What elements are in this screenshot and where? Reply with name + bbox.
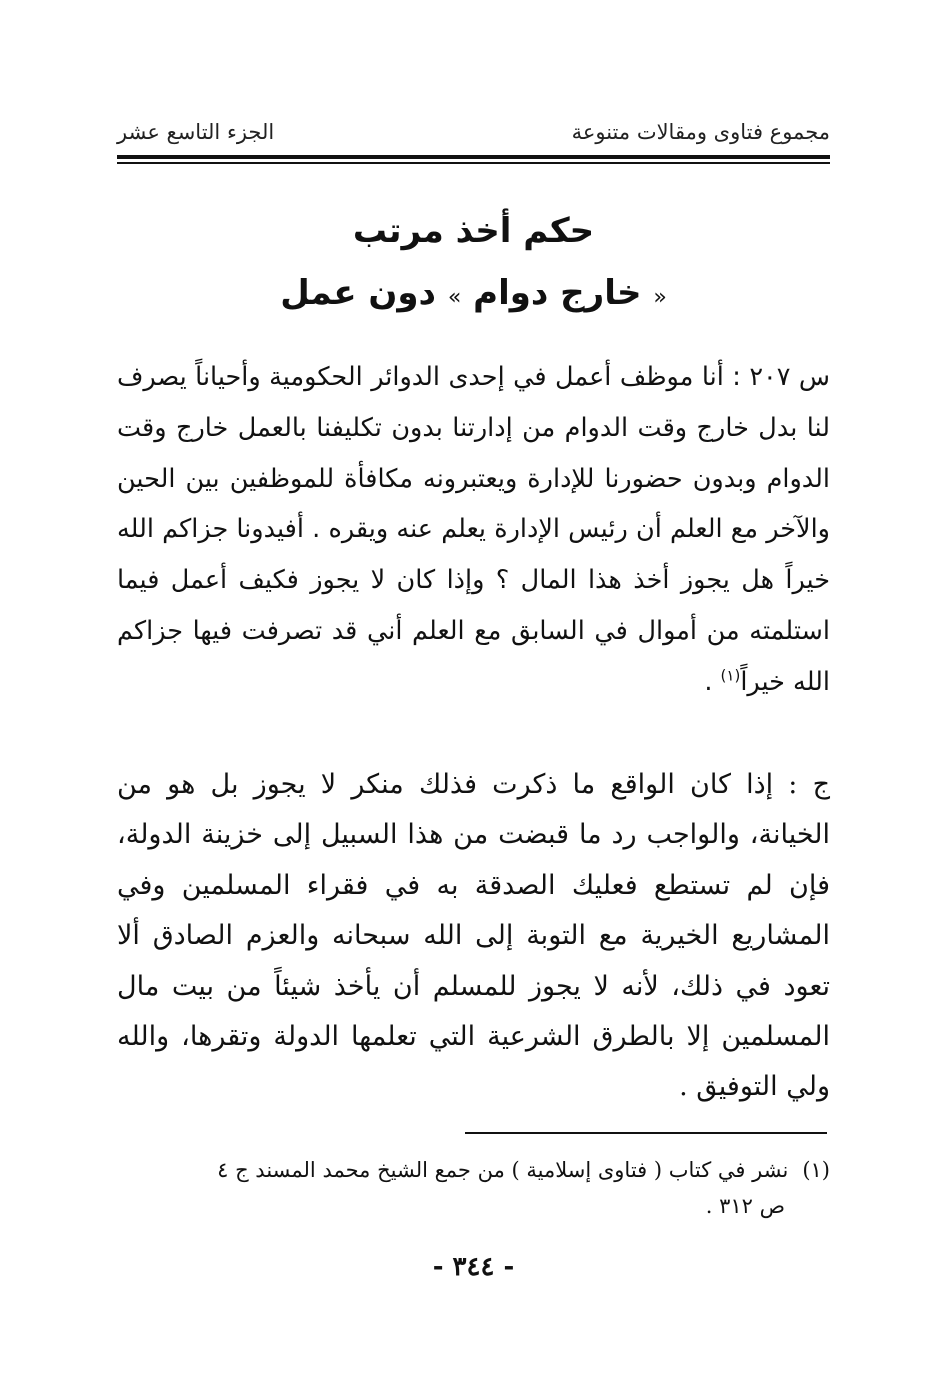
running-header	[117, 112, 830, 152]
header-book-title: مجموع فتاوى ومقالات متنوعة	[571, 120, 830, 144]
fatwa-title	[117, 200, 830, 329]
header-rule-thin	[117, 162, 830, 164]
title-close-quote: »	[447, 285, 462, 310]
page-number: - ٣٤٤ -	[432, 1252, 515, 1282]
footnote	[117, 1152, 830, 1224]
question-paragraph	[117, 352, 830, 708]
answer-text: ج : إذا كان الواقع ما ذكرت فذلك منكر لا يجوز بل هو من الخيانة، والواجب رد ما قبضت من هذا السبيل إلى خزينة الدولة، فإن لم تستطع فعليك الصدقة به في فقراء المسلمين وفي المشاريع الخيرية مع التوبة إلى الله سبحانه والعزم الصادق ألا تعود في ذلك، لأنه لا يجوز للمسلم أن يأخذ شيئاً من بيت مال المسلمين إلا بالطرق الشرعية التي تعلمها الدولة وتقرها، والله ولي التوفيق .	[117, 769, 830, 1103]
title-open-quote: «	[653, 285, 667, 310]
footnote-mark: (١)	[802, 1158, 830, 1182]
title-phrase-1: خارج دوام	[473, 273, 642, 313]
title-line-2	[117, 262, 830, 329]
footnote-reference[interactable]: (١)	[720, 666, 741, 685]
answer-paragraph	[117, 760, 830, 1113]
question-text: س ٢٠٧ : أنا موظف أعمل في إحدى الدوائر الحكومية وأحياناً يصرف لنا بدل خارج وقت الدوام من إدارتنا بدون تكليفنا بالعمل خارج وقت الدوام وبدون حضورنا للإدارة ويعتبرونه مكافأة للموظفين بين الحين والآخر مع العلم أن رئيس الإدارة يعلم عنه ويقره . أفيدونا جزاكم الله خيراً هل يجوز أخذ هذا المال ؟ وإذا كان لا يجوز فكيف أعمل فيما استلمته من أموال في السابق مع العلم أني قد تصرفت فيها جزاكم الله خيراً	[117, 362, 830, 697]
question-end: .	[704, 666, 721, 697]
title-line-1: حكم أخذ مرتب	[352, 211, 595, 251]
footnote-continuation: ص ٣١٢ .	[705, 1194, 785, 1218]
header-volume: الجزء التاسع عشر	[117, 120, 275, 144]
title-phrase-2: دون عمل	[280, 273, 436, 313]
header-rule-thick	[117, 155, 830, 159]
footnote-rule	[465, 1132, 827, 1134]
footnote-text: نشر في كتاب ( فتاوى إسلامية ) من جمع الشيخ محمد المسند ج ٤	[217, 1158, 789, 1182]
